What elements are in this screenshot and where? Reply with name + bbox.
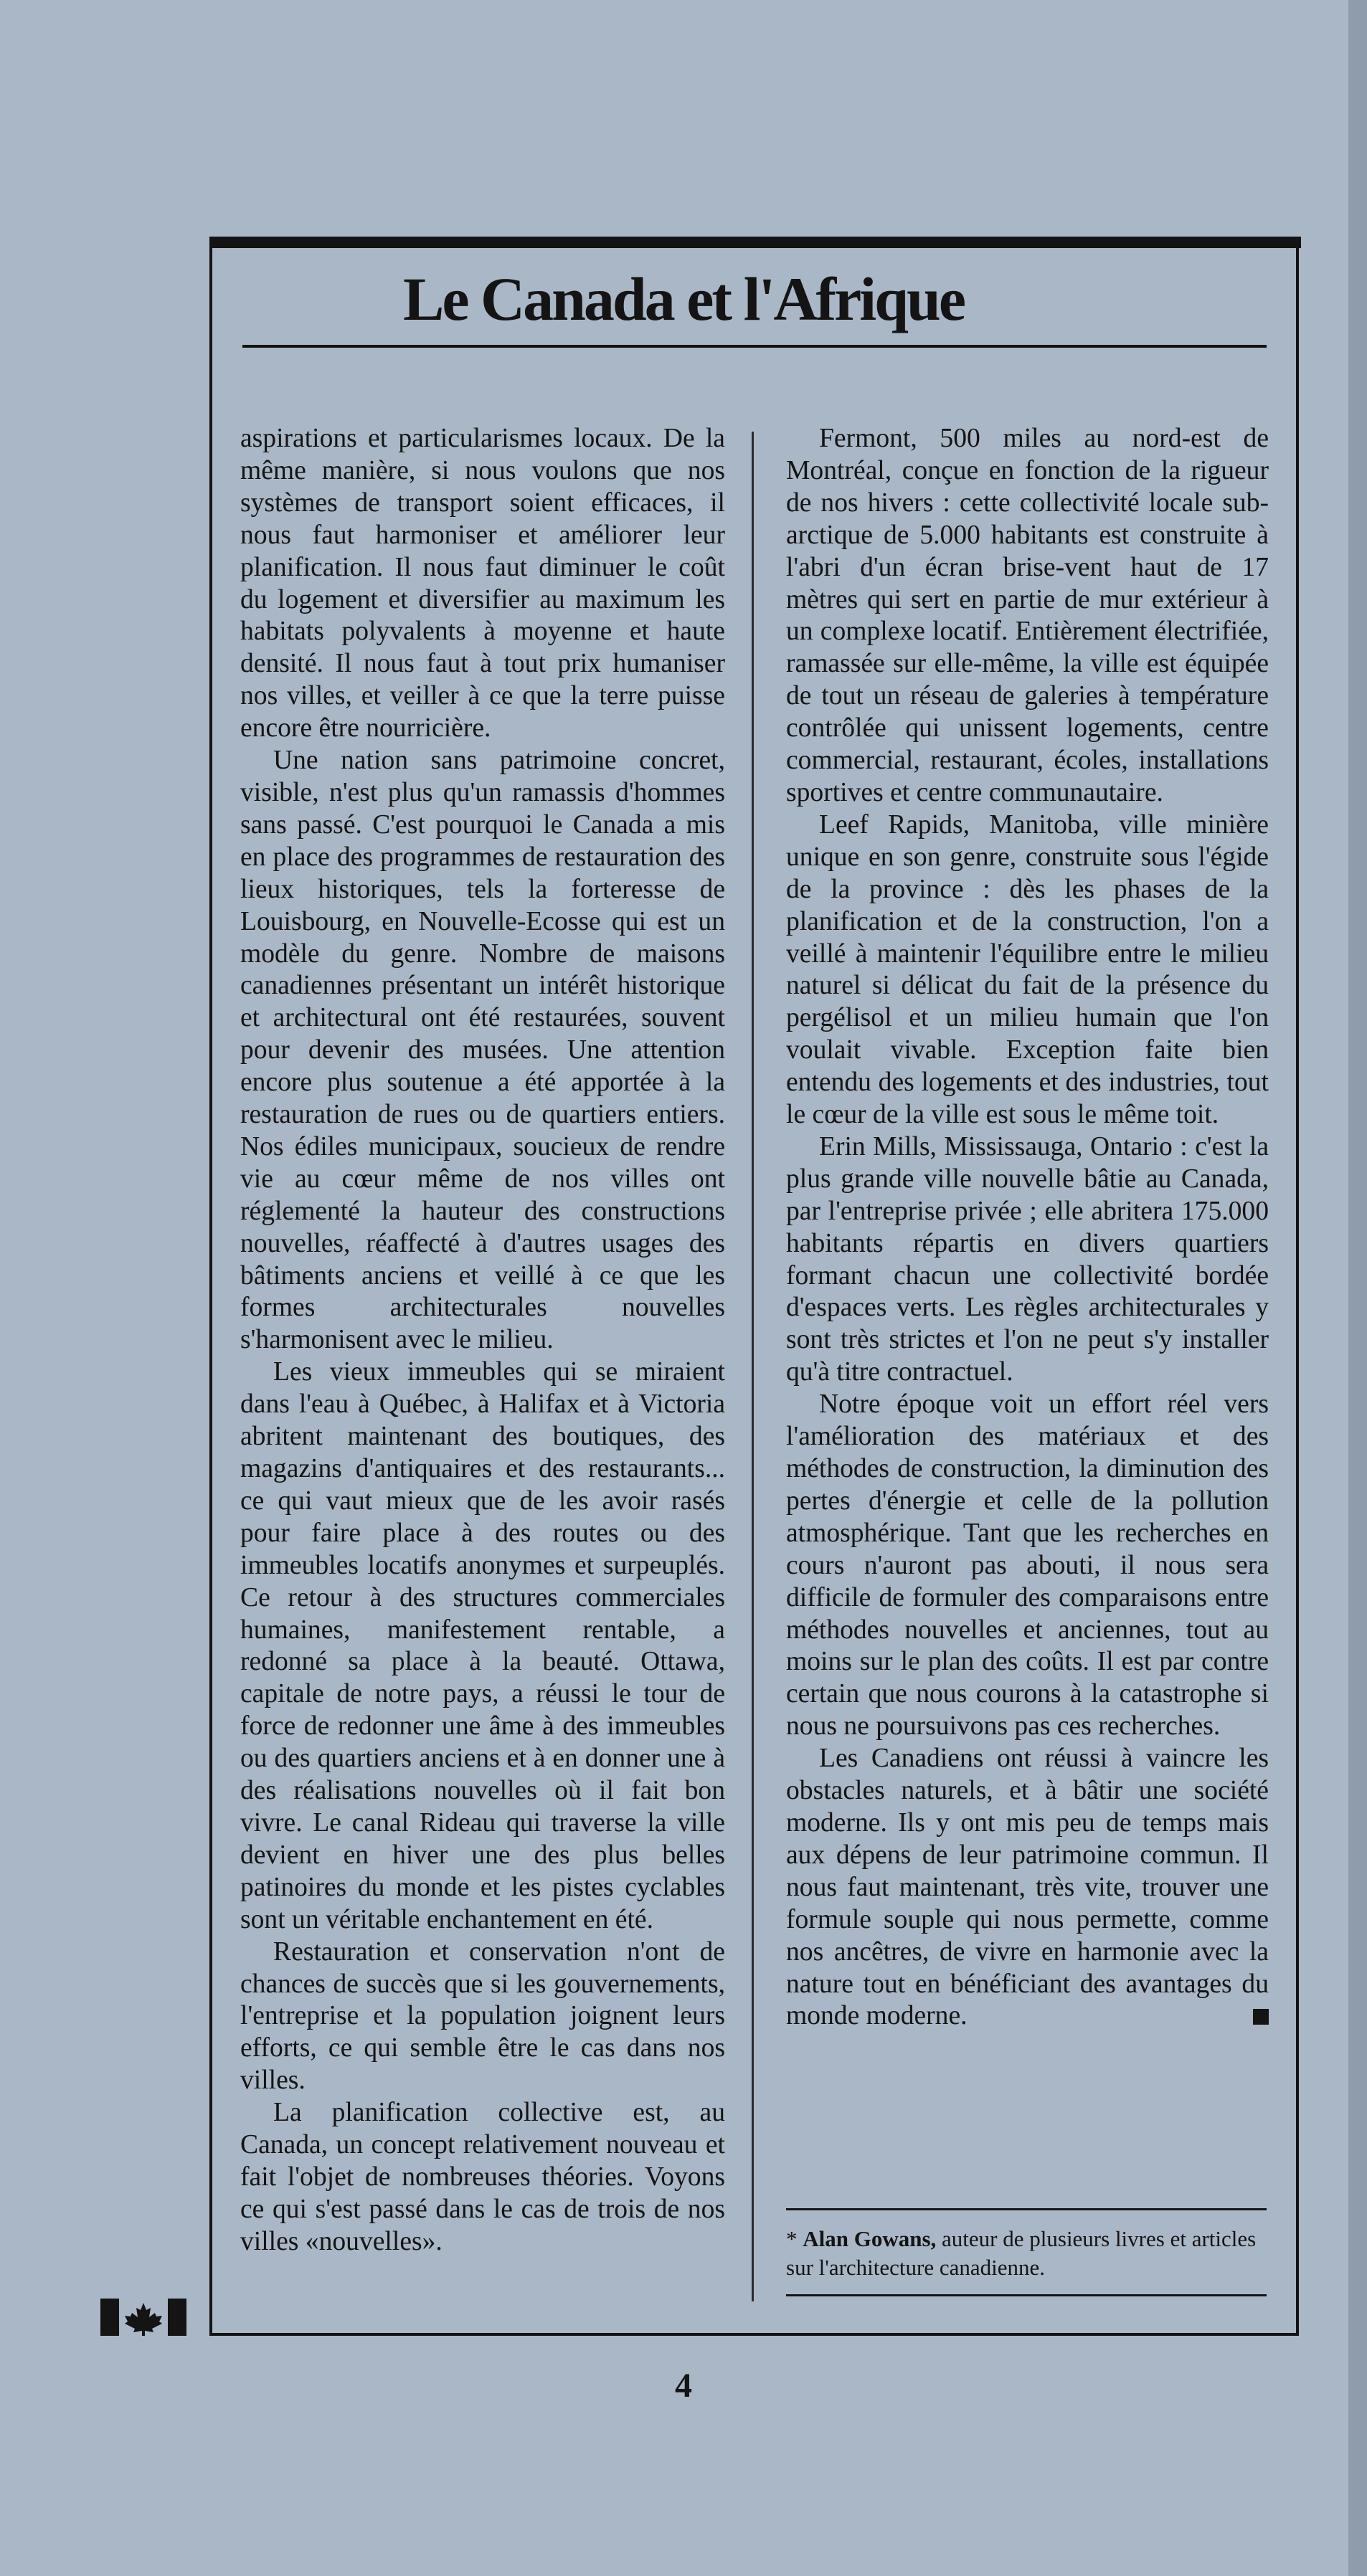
footnote-rule-top xyxy=(786,2208,1267,2210)
footnote-rule-bottom xyxy=(786,2294,1267,2296)
paragraph: aspirations et particularismes locaux. De la même manière, si nous voulons que nos systèmes de transport soient efficaces, il nous faut harmoniser et améliorer leur planification. Il nous faut diminuer le coût du logement et diversifier au maximum les habitats polyvalents à moyenne et haute densité. Il nous faut à tout prix humaniser nos villes, et veiller à ce que la terre puisse encore être nourricière. xyxy=(240,424,725,743)
paragraph: Une nation sans patrimoine concret, visible, n'est plus qu'un ramassis d'hommes sans passé. C'est pourquoi le Canada a mis en place des programmes de restauration des lieux historiques, tels la forteresse de Louisbourg, en Nouvelle-Ecosse qui est un modèle du genre. Nombre de maisons canadiennes présentant un intérêt historique et architectural ont été restaurées, souvent pour devenir des musées. Une attention encore plus soutenue a été apportée à la restauration de rues ou de quartiers entiers. Nos édiles municipaux, soucieux de rendre vie au cœur même de nos villes ont réglementé la hauteur des constructions nouvelles, réaffecté à d'autres usages des bâtiments anciens et veillé à ce que les formes architecturales nouvelles s'harmonisent avec le milieu. xyxy=(240,746,725,1355)
paragraph-text: Les Canadiens ont réussi à vaincre les obstacles naturels, et à bâtir une société moderne. Ils y ont mis peu de temps mais aux dépens de leur patrimoine commun. Il nous faut maintenant, très vite, trouver une formule souple qui nous permette, comme nos ancêtres, de vivre en harmonie avec la nature tout en bénéficiant des avantages du monde moderne. xyxy=(786,1744,1269,2031)
footnote xyxy=(786,2225,1274,2282)
title-rule xyxy=(242,345,1267,348)
canada-flag-icon xyxy=(100,2296,186,2337)
paragraph: Leef Rapids, Manitoba, ville minière unique en son genre, construite sous l'égide de la province : dès les phases de la planification et de la construction, l'on a veillé à maintenir l'équilibre entre le milieu naturel si délicat du fait de la présence du pergélisol et un milieu humain que l'on voulait vivable. Exception faite bien entendu des logements et des industries, tout le cœur de la ville est sous le même toit. xyxy=(786,809,1269,1130)
paragraph: Erin Mills, Mississauga, Ontario : c'est la plus grande ville nouvelle bâtie au Canada, par l'entreprise privée ; elle abritera 175.000 habitants répartis en divers quartiers formant chacun une collectivité bordée d'espaces verts. Les règles architecturales y sont très strictes et l'on ne peut s'y installer qu'à titre contractuel. xyxy=(786,1131,1269,1387)
paragraph: Notre époque voit un effort réel vers l'amélioration des matériaux et des méthodes de construction, la diminution des pertes d'énergie et celle de la pollution atmosphérique. Tant que les recherches en cours n'auront pas abouti, il nous sera difficile de formuler des comparaisons entre méthodes nouvelles et anciennes, tout au moins sur le plan des coûts. Il est par contre certain que nous courons à la catastrophe si nous ne poursuivons pas ces recherches. xyxy=(786,1389,1269,1741)
paragraph-last xyxy=(786,1743,1269,2033)
paragraph: Les vieux immeubles qui se miraient dans l'eau à Québec, à Halifax et à Victoria abritent maintenant des boutiques, des magazins d'antiquaires et des restaurants... ce qui vaut mieux que de les avoir rasés pour faire place à des routes ou des immeubles locatifs anonymes et surpeuplés. Ce retour à des structures commerciales humaines, manifestement rentable, a redonné sa place à la beauté. Ottawa, capitale de notre pays, a réussi le tour de force de redonner une âme à des immeubles ou des quartiers anciens et à en donner une à des réalisations nouvelles où il fait bon vivre. Le canal Rideau qui traverse la ville devient en hiver une des plus belles patinoires du monde et les pistes cyclables sont un véritable enchantement en été. xyxy=(240,1357,725,1934)
paragraph: Restauration et conservation n'ont de chances de succès que si les gouvernements, l'entreprise et la population joignent leurs efforts, ce qui semble être le cas dans nos villes. xyxy=(240,1936,725,2096)
footnote-marker: * xyxy=(786,2226,798,2251)
paragraph: Fermont, 500 miles au nord-est de Montréal, conçue en fonction de la rigueur de nos hivers : cette collectivité locale sub-arctique de 5.000 habitants est construite à l'abri d'un écran brise-vent haut de 17 mètres qui sert en partie de mur extérieur à un complexe locatif. Entièrement électrifiée, ramassée sur elle-même, la ville est équipée de tout un réseau de galeries à température contrôlée qui unissent logements, centre commercial, restaurant, écoles, installations sportives et centre communautaire. xyxy=(786,424,1269,807)
page-number: 4 xyxy=(675,2367,692,2405)
footnote-text: auteur de plusieurs livres et articles sur l'architecture canadienne. xyxy=(786,2226,1257,2280)
header-top-bar xyxy=(209,237,1301,248)
right-column xyxy=(786,423,1269,2033)
page-edge-shadow xyxy=(1348,0,1367,2576)
page-title: Le Canada et l'Afrique xyxy=(402,265,965,333)
end-of-article-mark xyxy=(1253,2009,1269,2025)
left-column xyxy=(240,423,725,2258)
column-divider xyxy=(752,432,754,2301)
footnote-author: Alan Gowans, xyxy=(803,2226,937,2251)
paragraph: La planification collective est, au Canada, un concept relativement nouveau et fait l'objet de nombreuses théories. Voyons ce qui s'est passé dans le cas de trois de nos villes «nouvelles». xyxy=(240,2098,725,2256)
